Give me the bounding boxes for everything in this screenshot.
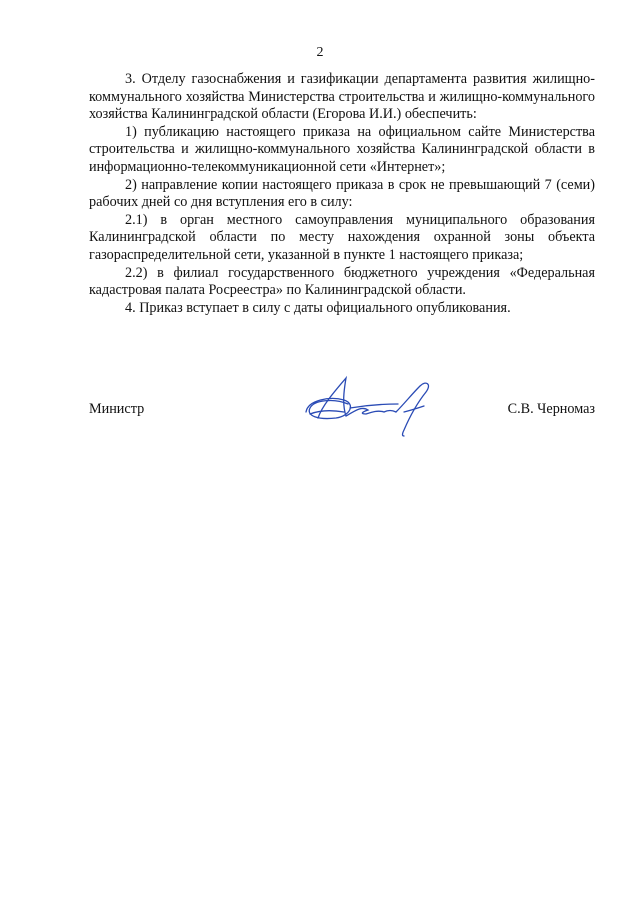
signatory-name: С.В. Черномаз	[507, 401, 595, 417]
handwritten-signature	[300, 370, 450, 440]
paragraph-3: 3. Отделу газоснабжения и газификации департамента развития жилищно-коммунального хозяйства Министерства строительства и жилищно-коммунального хозяйства Калининградской области (Егорова И.И.) обеспечить:	[89, 71, 595, 123]
page-number: 2	[316, 45, 324, 60]
paragraph-3-2: 2) направление копии настоящего приказа в срок не превышающий 7 (семи) рабочих дней со дня вступления его в силу:	[89, 176, 595, 211]
paragraph-3-2-1: 2.1) в орган местного самоуправления муниципального образования Калининградской области по месту нахождения охранной зоны объекта газораспределительной сети, указанной в пункте 1 настоящего приказа;	[89, 211, 595, 263]
paragraph-4: 4. Приказ вступает в силу с даты официального опубликования.	[125, 299, 511, 316]
document-body	[89, 71, 595, 317]
signatory-title: Министр	[89, 401, 145, 417]
paragraph-3-1: 1) публикацию настоящего приказа на официальном сайте Министерства строительства и жилищно-коммунального хозяйства Калининградской области в информационно-телекоммуникационной сети «Интернет»;	[89, 123, 595, 175]
paragraph-3-2-2: 2.2) в филиал государственного бюджетного учреждения «Федеральная кадастровая палата Росреестра» по Калининградской области.	[89, 264, 595, 299]
